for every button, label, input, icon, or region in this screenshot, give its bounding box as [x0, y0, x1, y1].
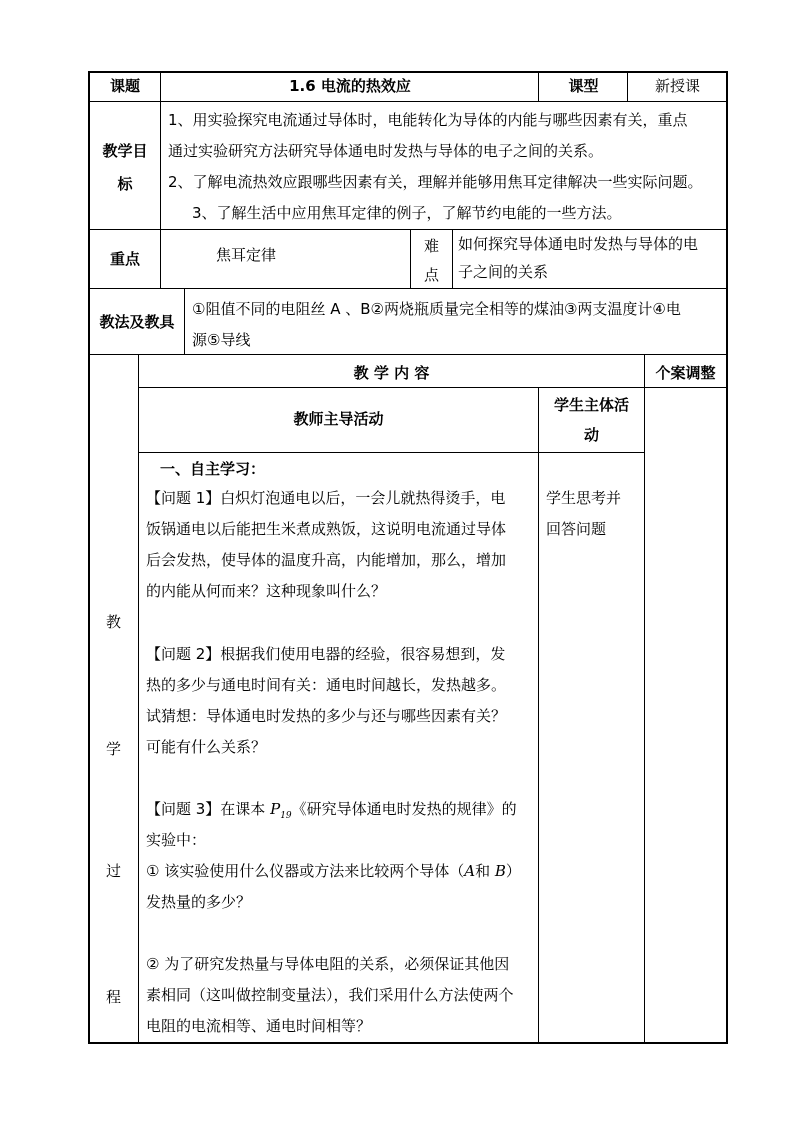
lesson-type-label: 课型 — [568, 77, 599, 95]
conductor-a: A — [464, 862, 476, 880]
question-1-line: 【问题 1】白炽灯泡通电以后，一会儿就热得烫手，电 — [146, 489, 506, 507]
teacher-activity-title: 教师主导活动 — [293, 410, 384, 428]
question-2-line: 可能有什么关系？ — [146, 738, 267, 756]
question-2-line: 试猜想：导体通电时发热的多少与还与哪些因素有关？ — [146, 707, 507, 725]
table-border-right — [726, 71, 728, 1044]
student-activity-text: 回答问题 — [546, 520, 607, 538]
question-1-line: 的内能从何而来？这种现象叫什么？ — [146, 582, 387, 600]
process-side-char: 学 — [106, 740, 122, 758]
col-divider — [644, 354, 645, 1044]
student-activity-text: 学生思考并 — [546, 489, 622, 507]
difficulty-label-top: 难 — [423, 237, 439, 255]
lesson-type-value: 新授课 — [654, 77, 700, 95]
table-border-bottom — [88, 1042, 728, 1044]
question-3-line: 实验中： — [146, 831, 207, 849]
table-border-top — [88, 71, 728, 73]
question-3-item-2: 电阻的电流相等、通电时间相等？ — [146, 1017, 372, 1035]
objective-line: 3、了解生活中应用焦耳定律的例子，了解节约电能的一些方法。 — [192, 204, 622, 222]
difficulty-text: 如何探究导体通电时发热与导体的电 — [458, 235, 699, 253]
process-side-char: 程 — [106, 988, 122, 1006]
topic-label: 课题 — [109, 77, 140, 95]
row-divider — [138, 387, 728, 388]
question-3-suffix: 《研究导体通电时发热的规律》的 — [291, 800, 517, 818]
col-divider — [627, 71, 628, 101]
process-side-char: 教 — [106, 613, 122, 631]
objective-line: 通过实验研究方法研究导体通电时发热与导体的电子之间的关系。 — [168, 142, 604, 160]
page-ref: P — [270, 800, 281, 818]
question-1-line: 后会发热，使导体的温度升高，内能增加，那么，增加 — [146, 551, 507, 569]
question-3-line — [146, 800, 517, 826]
question-1-line: 饭锅通电以后能把生米煮成熟饭，这说明电流通过导体 — [146, 520, 507, 538]
question-3-item-1: 发热量的多少？ — [146, 893, 252, 911]
row-divider — [138, 452, 644, 453]
page-ref-number: 19 — [280, 811, 292, 821]
question-3-item-1: ① 该实验使用什么仪器或方法来比较两个导体（A和 B） — [146, 862, 521, 880]
col-divider — [538, 71, 539, 101]
materials-label: 教法及教具 — [99, 313, 175, 331]
col-divider — [184, 288, 185, 354]
materials-text: ①阻值不同的电阻丝 A 、B②两烧瓶质量完全相等的煤油③两支温度计④电 — [192, 300, 681, 318]
row-divider — [88, 229, 728, 230]
content-title: 教 学 内 容 — [353, 364, 430, 382]
question-2-line: 【问题 2】根据我们使用电器的经验，很容易想到，发 — [146, 645, 506, 663]
student-activity-title: 动 — [583, 426, 599, 444]
question-3-prefix: 【问题 3】在课本 — [146, 800, 271, 818]
objectives-label-line1: 教学目 — [102, 142, 148, 160]
adjustment-title: 个案调整 — [655, 364, 716, 382]
question-3-item-2: 素相同（这叫做控制变量法），我们采用什么方法使两个 — [146, 986, 514, 1004]
col-divider — [538, 387, 539, 1044]
col-divider — [160, 71, 161, 101]
key-points-value: 焦耳定律 — [216, 246, 277, 264]
conductor-b: B — [494, 862, 506, 880]
question-3-item-2: ② 为了研究发热量与导体电阻的关系，必须保证其他因 — [146, 955, 510, 973]
difficulty-text: 子之间的关系 — [458, 263, 549, 281]
col-divider — [452, 229, 453, 288]
col-divider — [138, 354, 139, 1044]
materials-text: 源⑤导线 — [192, 331, 251, 349]
topic-value: 1.6 电流的热效应 — [289, 77, 411, 95]
question-2-line: 热的多少与通电时间有关：通电时间越长，发热越多。 — [146, 676, 507, 694]
key-points-label: 重点 — [109, 250, 140, 268]
col-divider — [160, 229, 161, 288]
table-border-left — [88, 71, 90, 1044]
objective-line: 2、了解电流热效应跟哪些因素有关，理解并能够用焦耳定律解决一些实际问题。 — [168, 173, 703, 191]
section-heading: 一、自主学习： — [160, 460, 266, 478]
difficulty-label-bottom: 点 — [423, 266, 439, 284]
student-activity-title: 学生主体活 — [553, 396, 629, 414]
objectives-label-line2: 标 — [117, 175, 133, 193]
row-divider — [88, 101, 728, 102]
process-side-char: 过 — [106, 862, 122, 880]
col-divider — [160, 101, 161, 229]
objective-line: 1、用实验探究电流通过导体时，电能转化为导体的内能与哪些因素有关，重点 — [168, 111, 688, 129]
row-divider — [88, 354, 728, 355]
